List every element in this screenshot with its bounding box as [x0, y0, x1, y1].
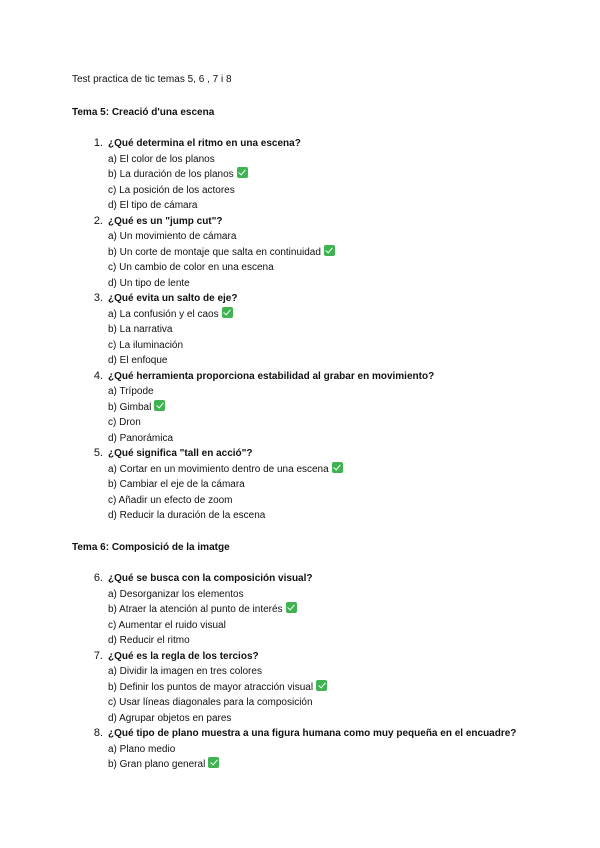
question-text: ¿Qué es la regla de los tercios? [108, 650, 259, 662]
option-list [108, 587, 540, 649]
answer-option-label: b) Cambiar el eje de la cámara [108, 479, 245, 490]
answer-option [108, 400, 540, 416]
answer-option-label: d) El tipo de cámara [108, 200, 198, 211]
option-list [108, 307, 540, 369]
answer-option-label: d) Reducir la duración de la escena [108, 510, 266, 521]
answer-option-label: b) Gimbal [108, 401, 152, 413]
sections-container [72, 105, 540, 773]
answer-option [108, 260, 540, 276]
answer-option [108, 493, 540, 509]
answer-option-label: a) El color de los planos [108, 153, 215, 165]
answer-option [108, 384, 540, 400]
answer-option [108, 353, 540, 369]
section [72, 540, 540, 773]
question-text: ¿Qué significa "tall en acció"? [108, 448, 253, 459]
answer-option-label: b) Definir los puntos de mayor atracción visual [108, 681, 314, 693]
answer-option [108, 276, 540, 292]
question-number: 6. [93, 572, 103, 584]
section [72, 105, 540, 524]
answer-option [108, 307, 540, 323]
answer-option [108, 415, 540, 431]
answer-option [108, 477, 540, 493]
answer-option-label: d) Panorámica [108, 432, 174, 444]
question-number: 3. [93, 292, 103, 304]
answer-option [108, 633, 540, 649]
answer-option-label: c) Añadir un efecto de zoom [108, 494, 233, 506]
question-number: 1. [93, 137, 103, 149]
answer-option [108, 462, 540, 478]
question-text: ¿Qué se busca con la composición visual? [108, 573, 313, 584]
check-mark-icon [222, 307, 233, 318]
answer-option-label: a) Desorganizar los elementos [108, 588, 244, 600]
answer-option [108, 183, 540, 199]
answer-option [108, 245, 540, 261]
question-item [72, 291, 540, 369]
answer-option [108, 322, 540, 338]
answer-option-label: c) La iluminación [108, 339, 184, 351]
option-list [108, 384, 540, 446]
question-number: 7. [93, 649, 103, 662]
answer-option-label: b) La duración de los planos [108, 169, 234, 180]
answer-option-label: c) Un cambio de color en una escena [108, 262, 274, 273]
answer-option [108, 695, 540, 711]
answer-option-label: a) Trípode [108, 386, 154, 397]
section-heading: Tema 5: Creació d'una escena [72, 106, 215, 118]
answer-option-label: d) Agrupar objetos en pares [108, 712, 232, 724]
question-text: ¿Qué evita un salto de eje? [108, 293, 238, 304]
question-item [72, 571, 540, 649]
check-mark-icon [208, 757, 219, 768]
check-mark-icon [316, 680, 327, 691]
question-item [72, 726, 540, 773]
question-item [72, 214, 540, 292]
option-list [108, 462, 540, 524]
check-mark-icon [237, 167, 248, 178]
question-text: ¿Qué es un "jump cut"? [108, 215, 223, 227]
option-list [108, 152, 540, 214]
answer-option-label: c) Usar líneas diagonales para la composición [108, 697, 313, 708]
answer-option-label: d) Reducir el ritmo [108, 635, 190, 646]
check-mark-icon [154, 400, 165, 411]
answer-option-label: c) La posición de los actores [108, 184, 235, 196]
answer-option [108, 602, 540, 618]
answer-option [108, 431, 540, 447]
question-list [72, 571, 540, 773]
answer-option [108, 587, 540, 603]
question-item [72, 369, 540, 447]
answer-option-label: d) El enfoque [108, 355, 168, 366]
answer-option [108, 152, 540, 168]
answer-option-label: b) La narrativa [108, 324, 173, 335]
section-heading: Tema 6: Composició de la imatge [72, 541, 230, 553]
answer-option-label: a) La confusión y el caos [108, 308, 219, 320]
answer-option [108, 664, 540, 680]
question-item [72, 446, 540, 524]
answer-option [108, 711, 540, 727]
check-mark-icon [286, 602, 297, 613]
answer-option-label: a) Un movimiento de cámara [108, 231, 237, 242]
answer-option [108, 229, 540, 245]
answer-option [108, 198, 540, 214]
document-title: Test practica de tic temas 5, 6 , 7 i 8 [72, 74, 232, 85]
answer-option-label: c) Aumentar el ruido visual [108, 619, 226, 631]
answer-option [108, 680, 540, 696]
option-list [108, 664, 540, 726]
option-list [108, 229, 540, 291]
answer-option-label: a) Plano medio [108, 743, 176, 755]
question-list [72, 136, 540, 524]
question-text: ¿Qué herramienta proporciona estabilidad al grabar en movimiento? [108, 370, 435, 382]
answer-option-label: b) Gran plano general [108, 759, 206, 770]
check-mark-icon [324, 245, 335, 256]
answer-option [108, 742, 540, 758]
answer-option-label: c) Dron [108, 417, 141, 428]
question-number: 4. [93, 369, 103, 382]
answer-option-label: d) Un tipo de lente [108, 277, 190, 289]
answer-option-label: a) Cortar en un movimiento dentro de una escena [108, 463, 329, 475]
answer-option [108, 508, 540, 524]
answer-option [108, 618, 540, 634]
answer-option [108, 338, 540, 354]
question-number: 8. [93, 727, 103, 739]
question-text: ¿Qué determina el ritmo en una escena? [108, 138, 301, 149]
answer-option [108, 757, 540, 773]
answer-option [108, 167, 540, 183]
question-number: 2. [93, 214, 103, 227]
answer-option-label: b) Atraer la atención al punto de interés [108, 604, 283, 615]
option-list [108, 742, 540, 773]
question-item [72, 136, 540, 214]
check-mark-icon [332, 462, 343, 473]
question-text: ¿Qué tipo de plano muestra a una figura humana como muy pequeña en el encuadre? [108, 728, 517, 739]
answer-option-label: a) Dividir la imagen en tres colores [108, 666, 262, 677]
question-item [72, 649, 540, 727]
question-number: 5. [93, 447, 103, 459]
answer-option-label: b) Un corte de montaje que salta en continuidad [108, 246, 321, 258]
